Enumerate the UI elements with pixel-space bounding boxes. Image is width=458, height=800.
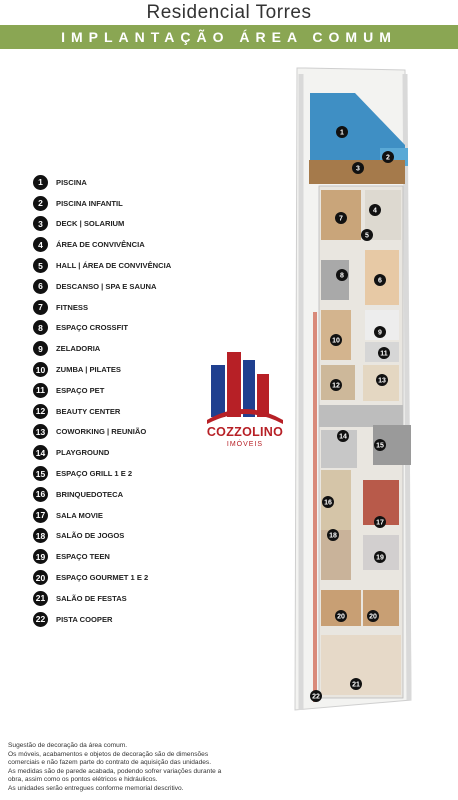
plan-pin-label: 18 [329, 532, 337, 540]
plan-pin [336, 269, 348, 281]
legend-number: 13 [33, 424, 48, 439]
legend-label: SALÃO DE JOGOS [56, 531, 125, 541]
legend-label: SALA MOVIE [56, 510, 103, 520]
legend-number: 7 [33, 300, 48, 315]
subtitle-bar [0, 25, 458, 49]
company-logo [205, 350, 285, 470]
plan-pin [361, 229, 373, 241]
legend-label: DECK | SOLARIUM [56, 219, 125, 229]
legend-item [33, 318, 223, 339]
legend-item [33, 380, 223, 401]
legend-label: PISTA COOPER [56, 614, 113, 624]
legend-item [33, 172, 223, 193]
plan-pin [382, 151, 394, 163]
legend-item [33, 463, 223, 484]
legend-label: ESPAÇO TEEN [56, 552, 110, 562]
legend-item [33, 609, 223, 630]
legend-item [33, 193, 223, 214]
legend-number: 17 [33, 508, 48, 523]
plan-pin [322, 496, 334, 508]
plan-pin [374, 439, 386, 451]
legend-label: ESPAÇO PET [56, 385, 105, 395]
legend-number: 16 [33, 487, 48, 502]
legend-label: PLAYGROUND [56, 448, 110, 458]
plan-pin [374, 326, 386, 338]
logo-subtitle: IMÓVEIS [226, 441, 264, 448]
plan-pin-label: 4 [373, 207, 377, 215]
plan-pin-label: 20 [369, 613, 377, 621]
plan-pin [336, 126, 348, 138]
plan-pin [352, 162, 364, 174]
plan-pin-label: 12 [332, 382, 340, 390]
page-subtitle: IMPLANTAÇÃO ÁREA COMUM [61, 29, 397, 45]
plan-pin [335, 610, 347, 622]
legend-label: DESCANSO | SPA E SAUNA [56, 281, 157, 291]
legend-label: COWORKING | REUNIÃO [56, 427, 147, 437]
logo-name: COZZOLINO [206, 425, 284, 439]
legend-number: 21 [33, 591, 48, 606]
plan-pin-label: 8 [340, 272, 344, 280]
legend-number: 5 [33, 258, 48, 273]
plan-pin [374, 516, 386, 528]
legend-number: 12 [33, 404, 48, 419]
plan-pin [350, 678, 362, 690]
legend-number: 20 [33, 570, 48, 585]
legend-number: 10 [33, 362, 48, 377]
legend-number: 14 [33, 445, 48, 460]
legend-label: PISCINA [56, 177, 87, 187]
legend-item [33, 359, 223, 380]
legend-label: FITNESS [56, 302, 89, 312]
legend-label: ZUMBA | PILATES [56, 365, 121, 375]
plan-pin [330, 334, 342, 346]
plan-pin [367, 610, 379, 622]
plan-pin [335, 212, 347, 224]
plan-pin-label: 5 [365, 232, 369, 240]
plan-pin [376, 374, 388, 386]
plan-pin-label: 17 [376, 519, 384, 527]
plan-pin-label: 7 [339, 215, 343, 223]
legend-item [33, 214, 223, 235]
legend-number: 9 [33, 341, 48, 356]
disclaimer-notes [8, 742, 278, 794]
legend-item [33, 255, 223, 276]
plan-pin-label: 6 [378, 277, 382, 285]
legend-item [33, 484, 223, 505]
legend-label: HALL | ÁREA DE CONVIVÊNCIA [56, 261, 172, 271]
legend-number: 2 [33, 196, 48, 211]
logo-tower-2 [227, 352, 241, 417]
legend-item [33, 401, 223, 422]
plan-pin-label: 10 [332, 337, 340, 345]
plan-pin-label: 1 [340, 129, 344, 137]
legend-item [33, 526, 223, 547]
legend-label: SALÃO DE FESTAS [56, 593, 127, 603]
plan-pin-label: 16 [324, 499, 332, 507]
note-line: Sugestão de decoração da área comum. [8, 742, 128, 749]
legend-number: 11 [33, 383, 48, 398]
plan-pin-label: 20 [337, 613, 345, 621]
legend-item [33, 422, 223, 443]
legend-number: 1 [33, 175, 48, 190]
plan-pin [327, 529, 339, 541]
plan-pin [369, 204, 381, 216]
plan-pin-label: 9 [378, 329, 382, 337]
page-title: Residencial Torres [146, 2, 312, 23]
plan-pin-label: 2 [386, 154, 390, 162]
legend-label: ESPAÇO CROSSFIT [56, 323, 129, 333]
legend-item [33, 588, 223, 609]
legend-number: 18 [33, 528, 48, 543]
legend-item [33, 338, 223, 359]
logo-tower-3 [243, 360, 255, 417]
note-line: As unidades serão entregues conforme memorial descritivo. [8, 784, 184, 792]
legend-label: ESPAÇO GRILL 1 E 2 [56, 469, 133, 479]
plan-pin-label: 19 [376, 554, 384, 562]
plan-pin [310, 690, 322, 702]
legend-number: 8 [33, 320, 48, 335]
legend-number: 6 [33, 279, 48, 294]
legend-item [33, 234, 223, 255]
plan-pin [378, 347, 390, 359]
logo-tower-1 [211, 365, 225, 417]
site-plan-pins [285, 60, 458, 790]
plan-pin-label: 11 [380, 350, 388, 358]
plan-pin [374, 274, 386, 286]
plan-pin-label: 21 [352, 681, 360, 689]
legend-number: 4 [33, 237, 48, 252]
legend-number: 15 [33, 466, 48, 481]
note-line: comerciais e não fazem parte do contrato de aquisição das unidades. [8, 759, 212, 767]
legend [33, 172, 223, 630]
note-line: Os móveis, acabamentos e objetos de decoração são de dimensões [8, 750, 209, 758]
legend-item [33, 567, 223, 588]
legend-label: PISCINA INFANTIL [56, 198, 123, 208]
legend-label: ESPAÇO GOURMET 1 E 2 [56, 573, 149, 583]
legend-label: ZELADORIA [56, 344, 101, 354]
note-line: As medidas são de parede acabada, podendo sofrer variações durante a [8, 767, 222, 775]
plan-pin [330, 379, 342, 391]
legend-item [33, 505, 223, 526]
plan-pin [337, 430, 349, 442]
plan-pin-label: 3 [356, 165, 360, 173]
legend-number: 22 [33, 612, 48, 627]
plan-pin-label: 14 [339, 433, 347, 441]
legend-item [33, 276, 223, 297]
legend-item [33, 442, 223, 463]
plan-pin [374, 551, 386, 563]
legend-item [33, 546, 223, 567]
legend-label: BRINQUEDOTECA [56, 489, 124, 499]
legend-number: 3 [33, 216, 48, 231]
legend-label: ÁREA DE CONVIVÊNCIA [56, 240, 145, 250]
legend-label: BEAUTY CENTER [56, 406, 121, 416]
note-line: obra, assim como os pontos elétricos e hidráulicos. [8, 776, 158, 784]
legend-item [33, 297, 223, 318]
plan-pin-label: 15 [376, 442, 384, 450]
plan-pin-label: 13 [378, 377, 386, 385]
plan-pin-label: 22 [312, 693, 320, 701]
legend-number: 19 [33, 549, 48, 564]
